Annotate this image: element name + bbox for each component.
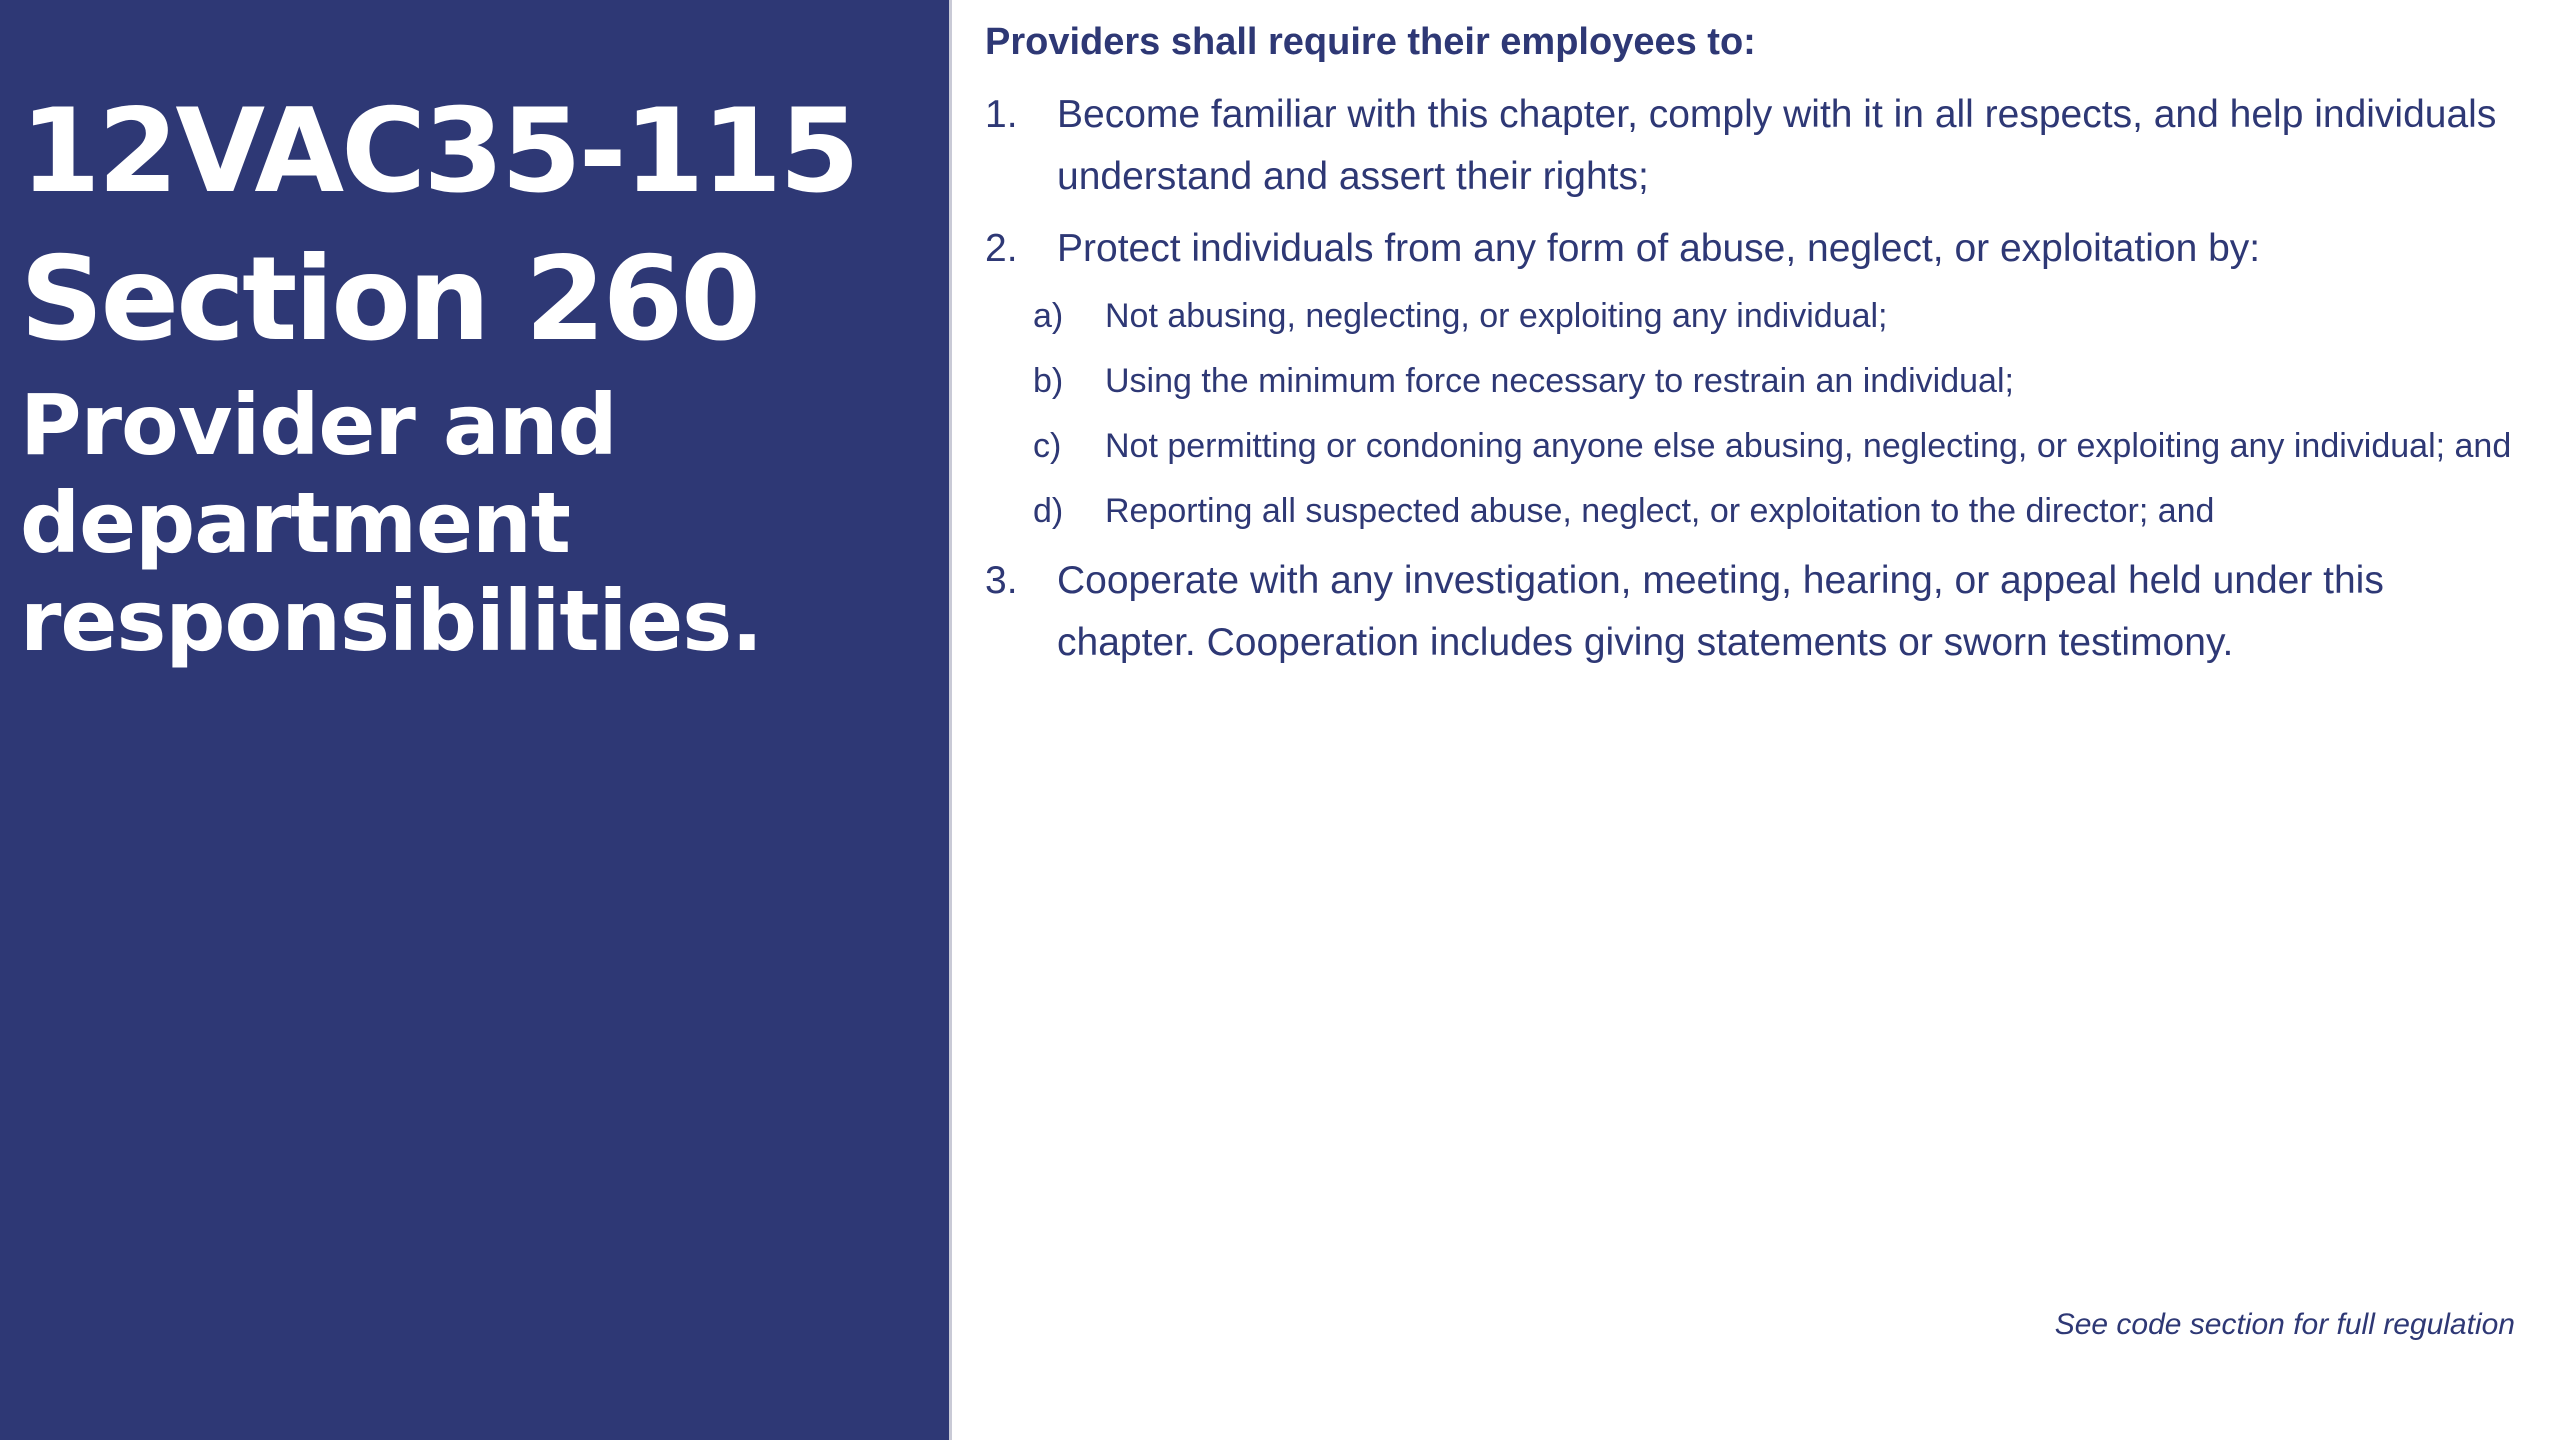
list-item <box>985 550 2525 674</box>
content-panel <box>985 14 2525 684</box>
sub-item-text: Using the minimum force necessary to restrain an individual; <box>1105 362 2014 400</box>
sub-item-text: Not abusing, neglecting, or exploiting any individual; <box>1105 297 1888 335</box>
title-panel <box>0 0 949 1440</box>
list-item-number: 3. <box>985 559 1018 602</box>
section-number: Section 260 <box>20 232 758 367</box>
title-block <box>20 78 930 670</box>
lead-text: Providers shall require their employees to: <box>985 21 1756 63</box>
list-item-text: Become familiar with this chapter, comply with it in all respects, and help individuals understand and assert their rights; <box>1057 93 2497 198</box>
sub-item-letter: a) <box>1033 297 1064 335</box>
sub-list-item <box>1033 355 2525 408</box>
list-item <box>985 218 2525 280</box>
list-item-text: Cooperate with any investigation, meeting, hearing, or appeal held under this chapter. Cooperation includes giving statements or sworn testimony. <box>1057 559 2384 664</box>
sub-item-text: Not permitting or condoning anyone else abusing, neglecting, or exploiting any individual; and <box>1105 427 2512 465</box>
panel-divider <box>949 0 952 1440</box>
sub-item-letter: d) <box>1033 492 1064 530</box>
regulation-code: 12VAC35-115 <box>20 84 857 219</box>
list-item-text: Protect individuals from any form of abuse, neglect, or exploitation by: <box>1057 227 2261 270</box>
list-item <box>985 84 2525 208</box>
sub-item-letter: c) <box>1033 427 1062 465</box>
sub-list-item <box>1033 485 2525 538</box>
sub-item-letter: b) <box>1033 362 1064 400</box>
sub-list <box>1033 290 2525 538</box>
sub-item-text: Reporting all suspected abuse, neglect, or exploitation to the director; and <box>1105 492 2215 530</box>
sub-list-item <box>1033 290 2525 343</box>
sub-list-item <box>1033 420 2525 473</box>
list-item-number: 2. <box>985 227 1018 270</box>
section-title: Provider and department responsibilities. <box>20 376 763 670</box>
list-item-number: 1. <box>985 93 1018 136</box>
footnote: See code section for full regulation <box>2054 1308 2515 1341</box>
